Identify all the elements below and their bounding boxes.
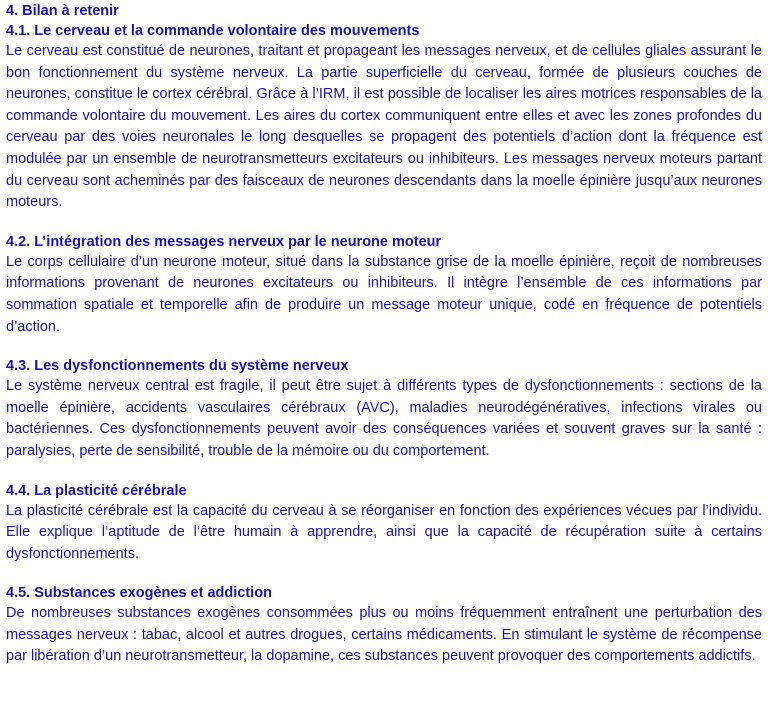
section-heading: 4.2. L’intégration des messages nerveux par le neurone moteur: [6, 233, 442, 250]
section-paragraph: Le système nerveux central est fragile, il peut être sujet à différents types de dysfonctionnements : sections de la moelle épinière, accidents vasculaires cérébraux (AVC), maladies neurodégénératives, infections virales ou bactériennes. Ces dysfonctionnements peuvent avoir des conséquences variées et souvent graves sur la santé : paralysies, perte de sensibilité, trouble de la mémoire ou du comportement.: [6, 378, 762, 459]
section-substances-addiction: [6, 583, 762, 668]
section-paragraph: De nombreuses substances exogènes consommées plus ou moins fréquemment entraînent une perturbation des messages nerveux : tabac, alcool et autres drogues, certains médicaments. En stimulant le système de récompense par libération d’un neurotransmetteur, la dopamine, ces substances peuvent provoquer des comportements addictifs.: [6, 605, 762, 665]
section-heading: 4.4. La plasticité cérébrale: [6, 482, 187, 499]
section-heading: 4.3. Les dysfonctionnements du système nerveux: [6, 358, 349, 375]
section-paragraph: Le corps cellulaire d’un neurone moteur, situé dans la substance grise de la moelle épinière, reçoit de nombreuses informations provenant de neurones excitateurs ou inhibiteurs. Il intègre l’ensemble de ces informations par sommation spatiale et temporelle afin de produire un message moteur unique, codé en fréquence de potentiels d’action.: [6, 253, 762, 335]
section-heading: 4.1. Le cerveau et la commande volontaire des mouvements: [6, 23, 420, 39]
section-heading: 4.5. Substances exogènes et addiction: [6, 585, 272, 602]
section-plasticite: [6, 481, 762, 566]
section-integration-neurone: [6, 232, 762, 338]
document-page: [6, 0, 762, 686]
section-dysfonctionnements: [6, 356, 762, 462]
section-cerveau-commande: [6, 21, 762, 214]
page-title: 4. Bilan à retenir: [6, 3, 119, 19]
section-paragraph: La plasticité cérébrale est la capacité du cerveau à se réorganiser en fonction des expériences vécues par l’individu. Elle explique l’aptitude de l’être humain à apprendre, ainsi que la capacité de récupération suite à certains dysfonctionnements.: [6, 502, 762, 562]
section-paragraph: Le cerveau est constitué de neurones, traitant et propageant les messages nerveux, et de cellules gliales assurant le bon fonctionnement du système nerveux. La partie superficielle du cerveau, formée de plusieurs couches de neurones, constitue le cortex cérébral. Grâce à l’IRM, il est possible de localiser les aires motrices responsables de la commande volontaire du mouvement. Les aires du cortex communiquent entre elles et avec les zones profondes du cerveau par des voies neuronales le long desquelles se propagent des potentiels d’action dont la fréquence est modulée par un ensemble de neurotransmetteurs excitateurs ou inhibiteurs. Les messages nerveux moteurs partant du cerveau sont acheminés par des faisceaux de neurones descendants dans la moelle épinière jusqu’aux neurones moteurs.: [6, 43, 762, 211]
